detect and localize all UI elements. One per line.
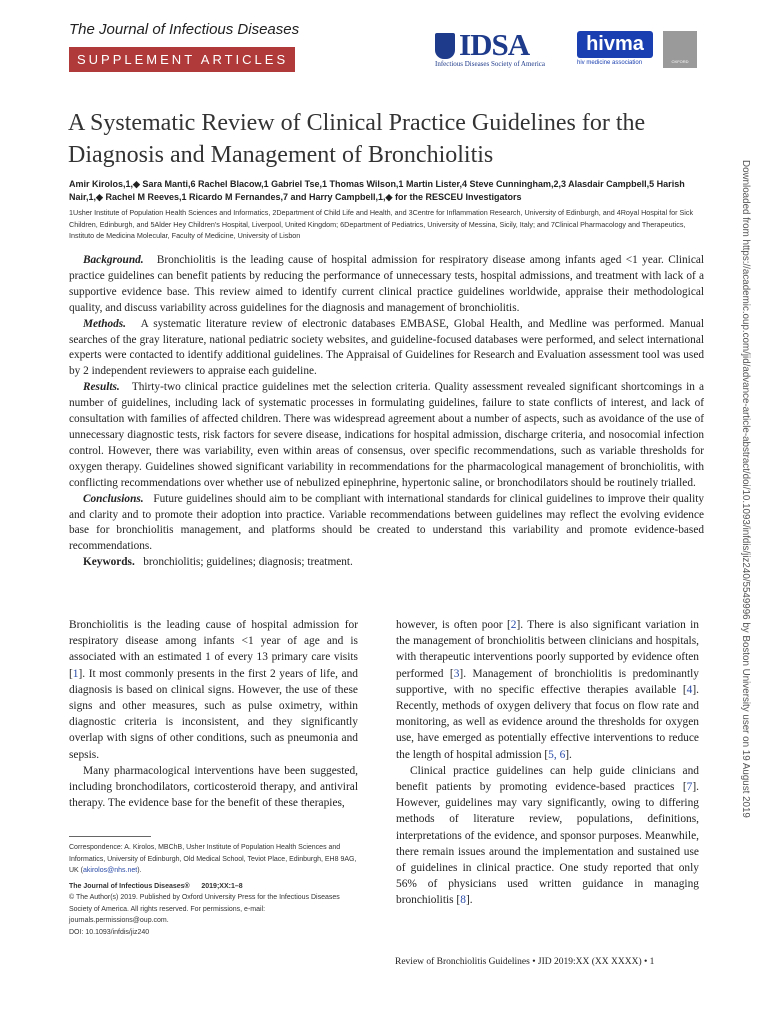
correspondence: Correspondence: A. Kirolos, MBChB, Usher Institute of Population Health Sciences and Informatics, University of Edinburgh, Old Medical School, Teviot Place, Edinburgh, EH8 9AG, UK (akirolos@nhs.net).	[69, 844, 357, 874]
copyright: © The Author(s) 2019. Published by Oxford University Press for the Infectious Diseases Society of America. All rights reserved. For permissions, e-mail: journals.permissions@oup.com.	[69, 894, 340, 924]
reference-link[interactable]: 5, 6	[548, 748, 566, 761]
article-title: A Systematic Review of Clinical Practice Guidelines for the Diagnosis and Management of Bronchiolitis	[68, 110, 646, 168]
idsa-tagline: Infectious Diseases Society of America	[435, 60, 546, 68]
download-note: Downloaded from https://academic.oup.com/jid/advance-article-abstract/doi/10.1093/infdis/jiz240/5549996 by Boston University user on 19 August 2019	[740, 160, 751, 818]
reference-link[interactable]: 8	[460, 894, 466, 907]
body-paragraph: Bronchiolitis is the leading cause of hospital admission for respiratory disease among infants <1 year of age and is associated with an estimated 1 of every 13 primary care visits [1]. It most commonly presents in the first 2 years of life, and diagnosis is based on clinical signs. However, the use of these signs and other measures, such as pulse oximetry, within diagnostic criteria is inconsistent, and they significantly overlap with signs of other conditions, such as pneumonia and sepsis.	[69, 619, 358, 761]
doi: DOI: 10.1093/infdis/jiz240	[69, 928, 150, 936]
correspondence-email-link[interactable]: akirolos@nhs.net	[83, 867, 138, 874]
abstract-keywords: Keywords. bronchiolitis; guidelines; diagnosis; treatment.	[83, 556, 353, 569]
reference-link[interactable]: 1	[72, 667, 79, 680]
body-paragraph: Many pharmacological interventions have been suggested, including bronchodilators, corticosteroid therapy, and antiviral therapy. The evidence base for the benefit of these therapies,	[69, 764, 358, 810]
abstract-background: Background. Bronchiolitis is the leading cause of hospital admission for respiratory disease among infants aged <1 year. Clinical practice guidelines can benefit patients by reducing the performance of unnecessary tests, hospital admissions, and treatment with lack of a supportive evidence base. This review aimed to identify current clinical practice guidelines worldwide, appraise their methodological quality, and discuss variability across guidelines for the diagnosis and management of bronchiolitis.	[69, 254, 704, 314]
reference-link[interactable]: 7	[686, 781, 693, 794]
section-banner: SUPPLEMENT ARTICLES	[69, 47, 295, 72]
hivma-wordmark: hivma	[577, 31, 653, 58]
reference-link[interactable]: 4	[686, 683, 693, 696]
body-column-right	[396, 617, 699, 909]
body-column-left	[69, 617, 358, 811]
body-paragraph: Clinical practice guidelines can help guide clinicians and benefit patients by promoting evidence-based practices [7]. However, guidelines may vary significantly, owing to differing methods of literature review, populations, definitions, interpretations of the evidence, and sponsor purposes. Meanwhile, there remain issues around the implementation and sustained use of guidelines in clinical practice. One study reported that only 56% of physicians used written guidance in managing bronchiolitis [8].	[396, 764, 699, 907]
idsa-logo	[435, 27, 570, 71]
abstract-results: Results. Thirty-two clinical practice guidelines met the selection criteria. Quality assessment revealed significant shortcomings in a number of guidelines, including lack of systematic processes in formulating guidelines, failure to state conflicts of interest, and lack of consultation with families of affected children. There was widespread agreement about a number of aspects, such as avoidance of the use of unnecessary diagnostic tests, risk factors for severe disease, indications for hospital admission, discharge criteria, and nosocomial infection control. However, there was variability, even within areas of consensus, over specific recommendations, such as variable thresholds for oxygen therapy. Guidelines showed significant variability in recommendations for the pharmacological management of bronchiolitis, with conflicting recommendations over whether use of nebulized epinephrine, hypertonic saline, or bronchodilators should be routinely trialled.	[69, 381, 704, 489]
body-paragraph: however, is often poor [2]. There is also significant variation in the management of bronchiolitis between clinicians and hospitals, with therapeutic interventions poorly supported by evidence often performed [3]. Management of bronchiolitis is predominantly supportive, with no specific effective therapies available [4]. Recently, methods of oxygen delivery that focus on flow rate and monitoring, as well as evidence around the thresholds for oxygen use, have emerged as potentially effective interventions to reduce the length of hospital admission [5, 6].	[396, 619, 699, 761]
reference-link[interactable]: 3	[453, 667, 460, 680]
footnotes	[69, 842, 358, 938]
reference-link[interactable]: 2	[510, 619, 517, 631]
author-list: Amir Kirolos,1,◆ Sara Manti,6 Rachel Blacow,1 Gabriel Tse,1 Thomas Wilson,1 Martin Lister,4 Steve Cunningham,2,3 Alasdair Campbell,5 Harish Nair,1,◆ Rachel M Reeves,1 Ricardo M Fernandes,7 and Harry Campbell,1,◆ for the RESCEU Investigators	[69, 179, 685, 202]
journal-name: The Journal of Infectious Diseases	[69, 21, 300, 38]
footnote-divider	[69, 836, 151, 837]
abstract-conclusions: Conclusions. Future guidelines should aim to be compliant with international standards for clinical guidelines to improve their quality and clarity and to promote their adoption into practice. Variable recommendations between guidelines may reflect the evolving evidence base for bronchiolitis management, and platforms should be created to understand this variability and promote evidence-based recommendations.	[69, 492, 705, 553]
hivma-tagline: hiv medicine association	[577, 60, 643, 66]
idsa-shield-icon	[435, 33, 455, 59]
idsa-wordmark: IDSA	[459, 27, 530, 62]
running-footer: Review of Bronchiolitis Guidelines • JID 2019:XX (XX XXXX) • 1	[395, 957, 655, 967]
oxford-logo: OXFORD	[663, 31, 697, 68]
journal-citation: The Journal of Infectious Diseases® 2019;XX:1–8	[69, 882, 243, 890]
hivma-logo	[577, 31, 653, 71]
affiliations: 1Usher Institute of Population Health Sciences and Informatics, 2Department of Child Life and Health, and 3Centre for Inflammation Research, University of Edinburgh, and 4Royal Hospital for Sick Children, Edinburgh, and 5Alder Hey Children’s Hospital, Liverpool, United Kingdom; 6Department of Pediatrics, University of Messina, Sicily, Italy; and 7Clinical Pharmacology and Therapeutics, Instituto de Medicina Molecular, Faculty of Medicine, University of Lisbon	[69, 208, 694, 240]
abstract	[69, 253, 704, 571]
abstract-methods: Methods. A systematic literature review of electronic databases EMBASE, Global Health, and Medline was performed. Manual searches of the gray literature, national pediatric society websites, and guideline-focused databases were performed, and select international experts were contacted to identify additional guidelines. The Appraisal of Guidelines for Research and Evaluation assessment tool was used by 2 independent reviewers to appraise each guideline.	[69, 317, 704, 378]
